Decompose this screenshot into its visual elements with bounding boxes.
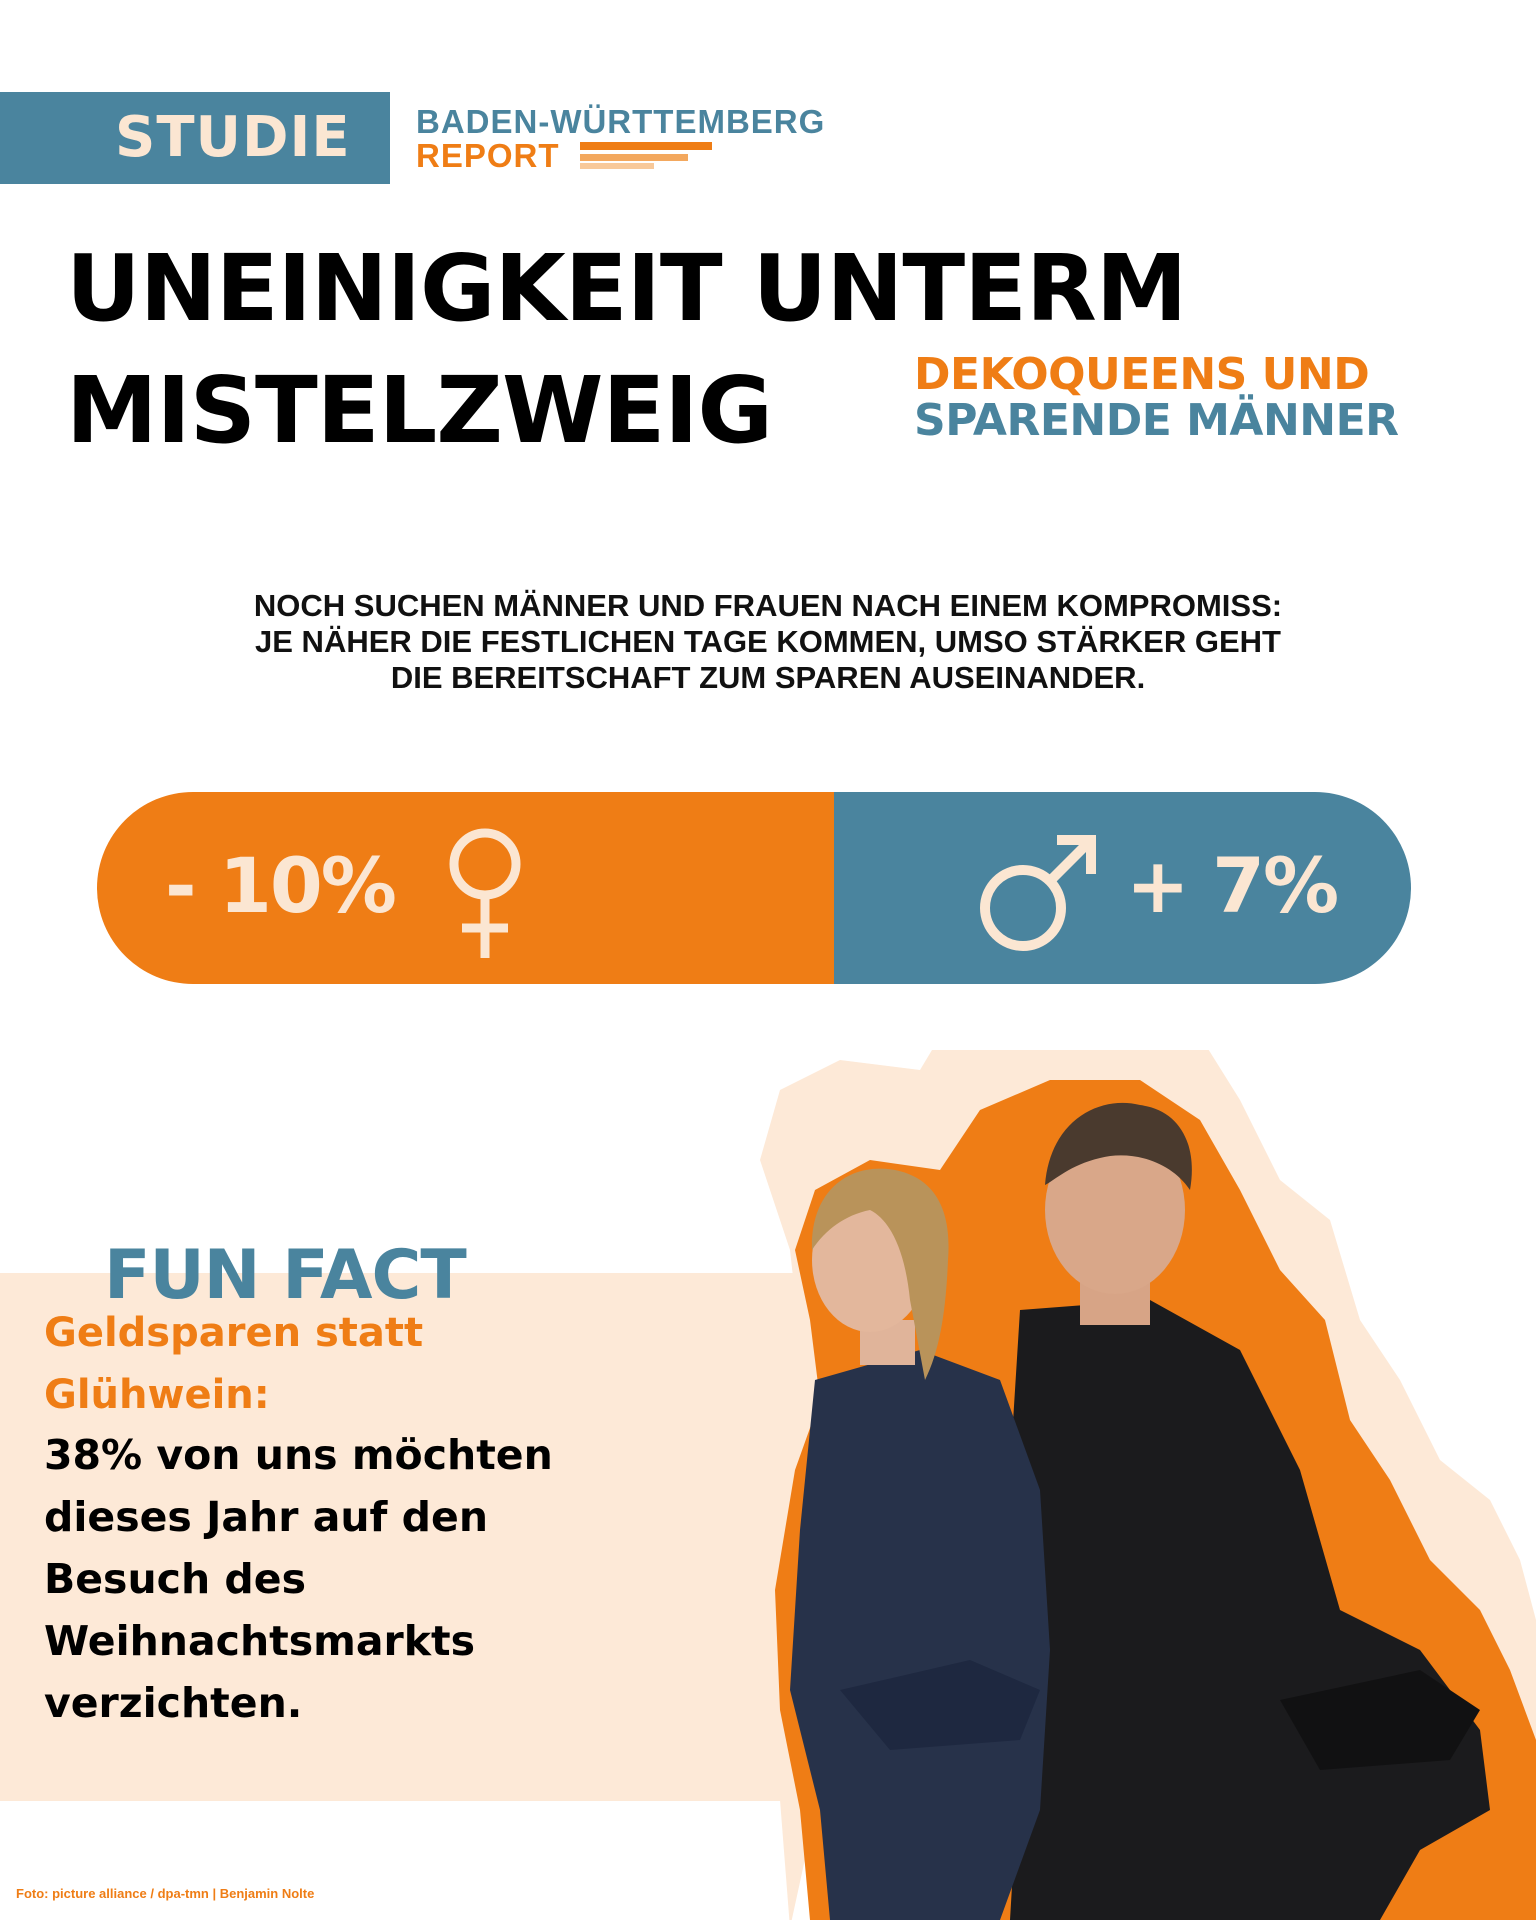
gender-comparison-bar	[97, 792, 1411, 984]
intro-line: JE NÄHER DIE FESTLICHEN TAGE KOMMEN, UMSO STÄRKER GEHT	[255, 624, 1281, 659]
fun-fact-subtitle	[44, 1302, 423, 1426]
brand-name: BADEN-WÜRTTEMBERG	[416, 103, 826, 140]
subtitle-line: DEKOQUEENS UND	[914, 349, 1370, 400]
female-symbol-icon	[443, 824, 527, 960]
male-segment	[834, 792, 1411, 984]
intro-text	[80, 588, 1456, 696]
photo-credit: Foto: picture alliance / dpa-tmn | Benjamin Nolte	[16, 1886, 315, 1901]
studie-label: STUDIE	[115, 105, 351, 170]
fun-fact-line: verzichten.	[44, 1679, 303, 1727]
subtitle-line: SPARENDE MÄNNER	[914, 395, 1399, 446]
fun-fact-subtitle-line: Geldsparen statt	[44, 1310, 424, 1356]
brand-stripe	[580, 163, 654, 169]
intro-line: NOCH SUCHEN MÄNNER UND FRAUEN NACH EINEM KOMPROMISS:	[253, 588, 1283, 623]
brand-stripe	[580, 142, 712, 150]
brand-stripe	[580, 154, 688, 161]
title-line: UNEINIGKEIT UNTERM	[66, 235, 1187, 342]
intro-line: DIE BEREITSCHAFT ZUM SPAREN AUSEINANDER.	[390, 660, 1146, 695]
fun-fact-line: Besuch des	[44, 1555, 306, 1603]
subtitle	[914, 349, 1399, 446]
fun-fact-line: 38% von uns möchten	[44, 1431, 553, 1479]
female-segment	[97, 792, 834, 984]
brand-subname: REPORT	[416, 137, 560, 174]
fun-fact-line: Weihnachtsmarkts	[44, 1617, 476, 1665]
couple-photo	[720, 1050, 1536, 1920]
female-percentage: - 10%	[165, 841, 395, 930]
title-line: MISTELZWEIG	[66, 357, 773, 464]
male-percentage: + 7%	[1126, 841, 1338, 930]
fun-fact-line: dieses Jahr auf den	[44, 1493, 489, 1541]
fun-fact-subtitle-line: Glühwein:	[44, 1372, 270, 1418]
male-symbol-icon	[975, 828, 1103, 956]
fun-fact-title: FUN FACT	[104, 1236, 466, 1315]
fun-fact-body	[44, 1424, 553, 1734]
